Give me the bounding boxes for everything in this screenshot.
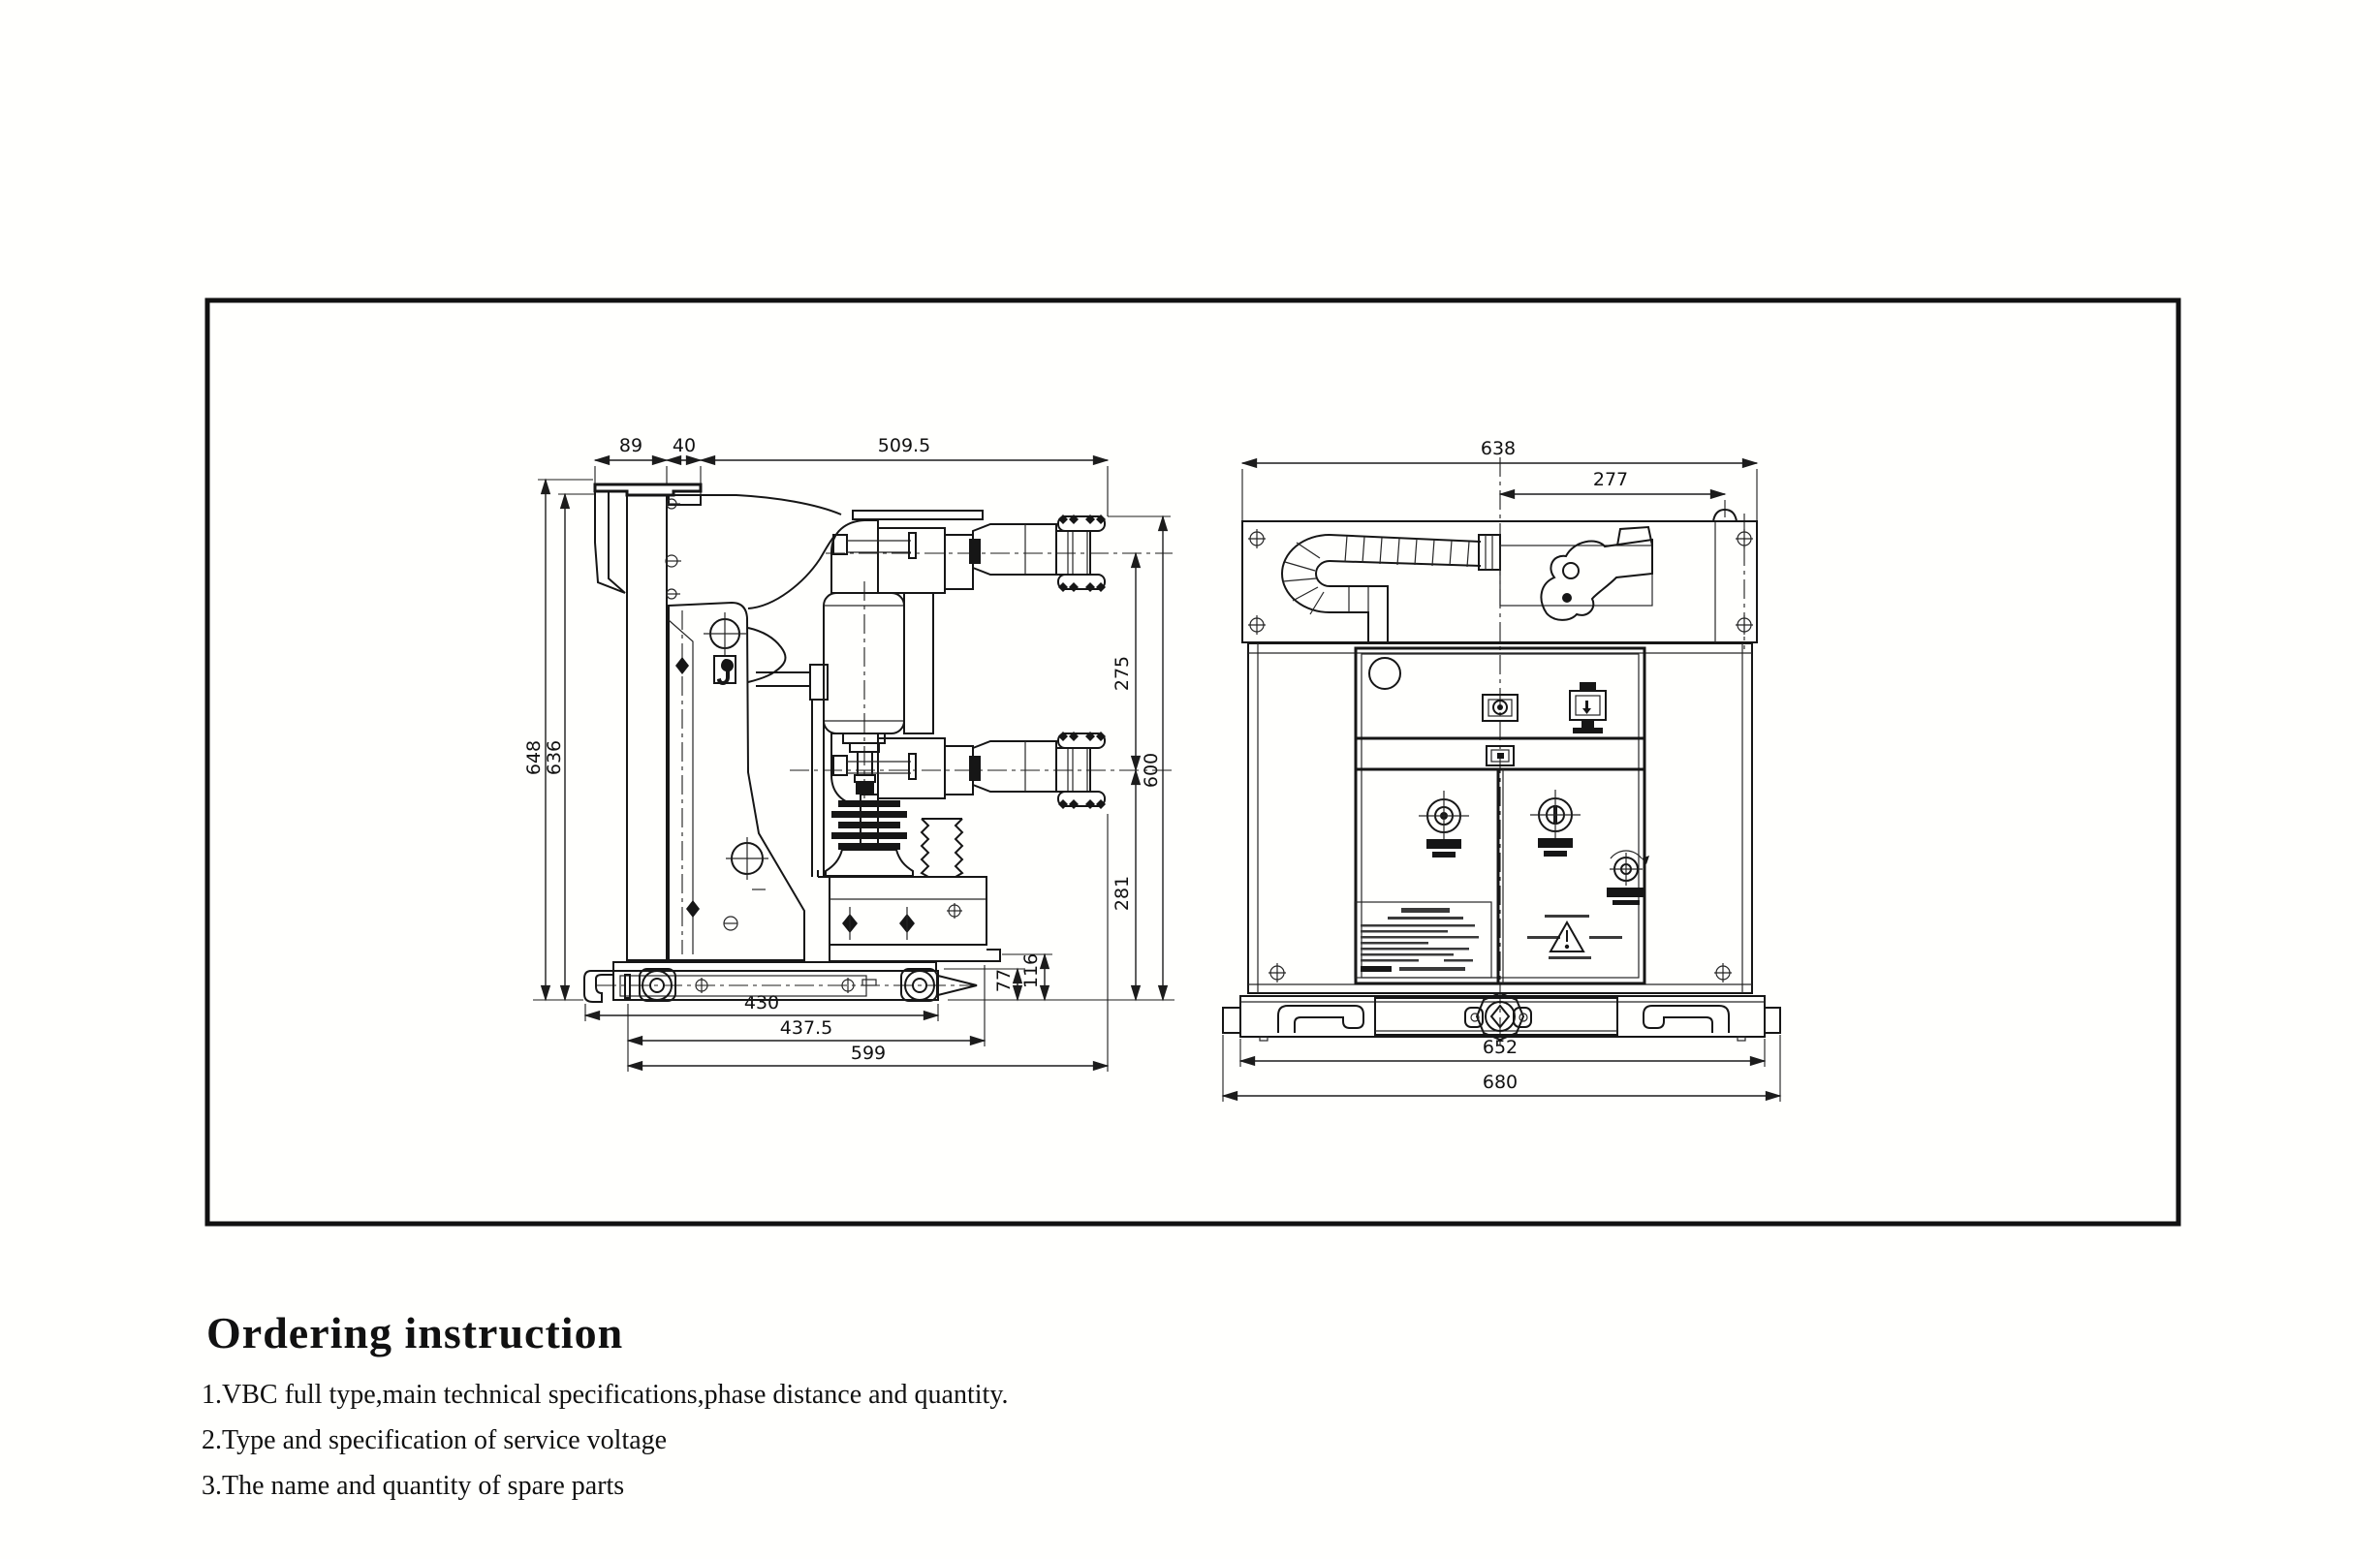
ordering-item-1: 1.VBC full type,main technical specifications,phase distance and quantity. bbox=[202, 1380, 1009, 1410]
dim-label-116: 116 bbox=[1020, 952, 1042, 989]
dim-label-648: 648 bbox=[523, 739, 545, 776]
dim-label-275: 275 bbox=[1112, 655, 1133, 692]
ordering-item-2: 2.Type and specification of service voltage bbox=[202, 1425, 668, 1455]
figure-border bbox=[207, 300, 2178, 1224]
dim-label-430: 430 bbox=[743, 992, 780, 1013]
page-title: Ordering instruction bbox=[206, 1307, 624, 1357]
dim-label-652: 652 bbox=[1482, 1037, 1519, 1058]
dim-label-437-5: 437.5 bbox=[779, 1017, 833, 1039]
dim-label-77: 77 bbox=[993, 968, 1015, 993]
dim-label-600: 600 bbox=[1141, 752, 1162, 789]
dim-label-680: 680 bbox=[1482, 1072, 1519, 1093]
dim-label-89: 89 bbox=[618, 435, 643, 456]
dim-label-636: 636 bbox=[544, 739, 565, 776]
dim-label-599: 599 bbox=[850, 1043, 887, 1064]
ordering-item-3: 3.The name and quantity of spare parts bbox=[202, 1471, 625, 1501]
dim-label-40: 40 bbox=[672, 435, 697, 456]
dim-label-277: 277 bbox=[1592, 469, 1629, 490]
dim-label-638: 638 bbox=[1480, 438, 1517, 459]
dim-label-281: 281 bbox=[1112, 875, 1133, 912]
dim-label-509-5: 509.5 bbox=[877, 435, 931, 456]
